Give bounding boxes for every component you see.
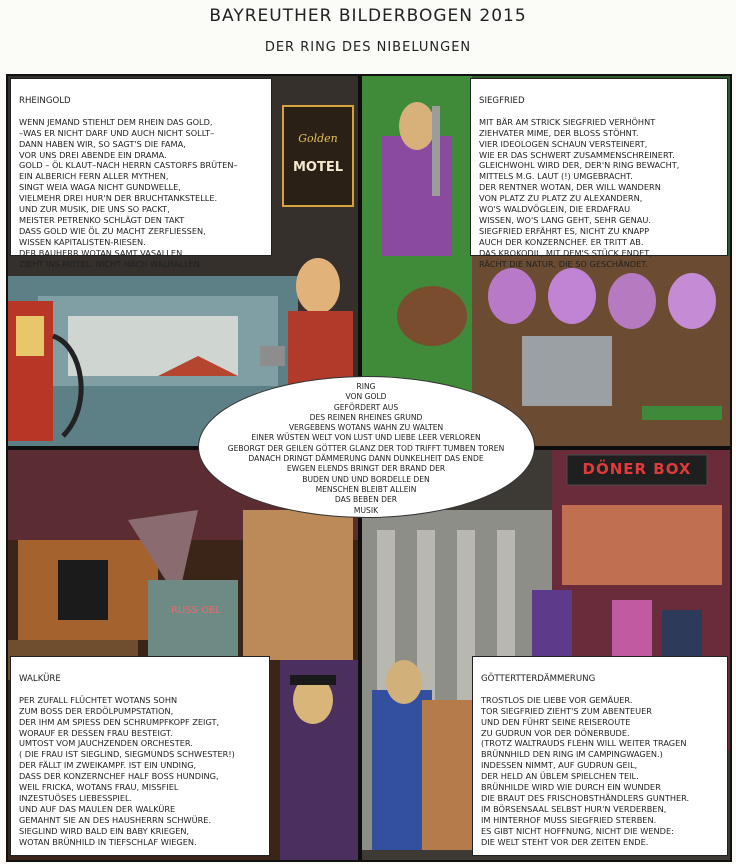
ring-line: EINER WÜSTEN WELT VON LUST UND LIEBE LEER VERLOREN xyxy=(251,433,481,443)
goetterdaemmerung-poem: TROSTLOS DIE LIEBE VOR GEMÄUER. TOR SIEGFRIED ZIEHT'S ZUM ABENTEUER UND DEN FÜHRT SEINE REISEROUTE ZU GUDRUN VOR DER DÖNERBUDE. (TROTZ WALTRAUDS FLEHN WILL WEITER TRAGEN BRÜNNHILD DEN RING IM CAMPINGWAGEN.) INDESSEN NIMMT, AUF GUDRUN GEIL, DER HELD AN ÜBLEM SPIELCHEN TEIL. BRÜNHILDE WIRD WIE DURCH EIN WUNDER DIE BRAUT DES FRISCHOBSTHÄNDLERS GUNTHER. IM BÖRSENSAAL SELBST HUR'N VERDERBEN, IM HINTERHOF MUSS SIEGFRIED STERBEN. ES GIBT NICHT HOFFNUNG, NICHT DIE WENDE: DIE WELT STEHT VOR DER ZEITEN ENDE. xyxy=(481,694,690,847)
ring-line: MUSIK xyxy=(353,505,379,515)
ring-line: VON GOLD xyxy=(345,392,387,402)
ring-line: GEBORGT DER GEILEN GÖTTER GLANZ DER TOD TRIFFT TUMBEN TOREN xyxy=(227,443,505,453)
oil-station-graffiti: RUSS OEL xyxy=(171,605,221,616)
ring-line: RING xyxy=(356,382,376,391)
walkuere-heading: WALKÜRE xyxy=(19,673,61,684)
motel-sign-label: MOTEL xyxy=(292,160,344,175)
ring-line: DANACH DRINGT DÄMMERUNG DANN DUNKELHEIT DAS ENDE xyxy=(248,454,484,464)
ring-line: BUDEN UND UND BORDELLE DEN xyxy=(302,474,430,484)
goetterdaemmerung-heading: GÖTTERTTERDÄMMERUNG xyxy=(481,673,596,684)
rheingold-poem: WENN JEMAND STIEHLT DEM RHEIN DAS GOLD, –WAS ER NICHT DARF UND AUCH NICHT SOLLT– DANN HABEN WIR, SO SAGT'S DIE FAMA, VOR UNS DREI ABENDE EIN DRAMA. GOLD – ÖL KLAUT–NACH HERRN CASTORFS BRÜTEN– EIN ALBERICH FERN ALLER MYTHEN, SINGT WEIA WAGA NICHT GUNDWELLE, VIELMEHR DREI HUR'N DER BRUCHTANKSTELLE. UND ZUR MUSIK, DIE UNS SO PACKT, MEISTER PETRENKO SCHLÄGT DEN TAKT DASS GOLD WIE ÖL ZU MACHT ZERFLIESSEN, WISSEN KAPITALISTEN-RIESEN. DER BAUHERR WOTAN SAMT VASALLEN ZIEHT INS MOTEL. NICHT NACH WALHALLEN. xyxy=(19,116,238,269)
siegfried-text-box xyxy=(470,78,728,269)
siegfried-poem: MIT BÄR AM STRICK SIEGFRIED VERHÖHNT ZIEHVATER MIME, DER BLOSS STÖHNT. VIER IDEOLOGEN SCHAUN VERSTEINERT, WIE ER DAS SCHWERT ZUSAMMENSCHREINERT. GLEICHWOHL WIRD DER, DER'N RING BEWACHT, MITTELS M.G. LAUT (!) UMGEBRACHT. DER RENTNER WOTAN, DER WILL WANDERN VON PLATZ ZU PLATZ ZU ALEXANDERN, WO'S WALDVÖGLEIN, DIE ERDAFRAU WISSEN, WO'S LANG GEHT, SEHR GENAU. SIEGFRIED ERFÄHRT ES, NICHT ZU KNAPP AUCH DER KONZERNCHEF. ER TRITT AB. DAS KROKODIL, MIT DEM'S STÜCK ENDET, RÄCHT DIE NATUR, DIE SO GESCHÄNDET. xyxy=(479,116,680,269)
comic-frame xyxy=(6,74,732,862)
ring-poem xyxy=(208,382,524,516)
motel-sign-script: Golden xyxy=(298,132,338,145)
walkuere-poem: PER ZUFALL FLÜCHTET WOTANS SOHN ZUM BOSS DER ERDÖLPUMPSTATION, DER IHM AM SPIESS DEN SCHRUMPFKOPF ZEIGT, WORAUF ER DESSEN FRAU BESTEIGT. UMTOST VOM JAUCHZENDEN ORCHESTER. ( DIE FRAU IST SIEGLIND, SIEGMUNDS SCHWESTER!) DER FÄLLT IM ZWEIKAMPF. IST EIN UNDING, DASS DER KONZERNCHEF HALF BOSS HUNDING, WEIL FRICKA, WOTANS FRAU, MISSFIEL INZESTUÖSES LIEBESSPIEL. UND AUF DAS MAULEN DER WALKÜRE GEMAHNT SIE AN DES HAUSHERRN SCHWÜRE. SIEGLIND WIRD BALD EIN BABY KRIEGEN, WOTAN BRÜNHILD IN TIEFSCHLAF WIEGEN. xyxy=(19,694,235,847)
ring-line: VERGEBENS WOTANS WAHN ZU WALTEN xyxy=(288,423,444,433)
rheingold-text-box xyxy=(10,78,272,269)
ring-line: EWGEN ELENDS BRINGT DER BRAND DER xyxy=(286,464,446,474)
ring-line: DAS BEBEN DER xyxy=(334,495,398,505)
page-subtitle: DER RING DES NIBELUNGEN xyxy=(264,40,472,55)
ring-line: MENSCHEN BLEIBT ALLEIN xyxy=(315,484,417,494)
rheingold-heading: RHEINGOLD xyxy=(19,95,71,106)
ring-line: DES REINEN RHEINES GRUND xyxy=(309,412,423,422)
walkuere-text-box xyxy=(10,656,270,856)
doener-box-sign: DÖNER BOX xyxy=(582,460,692,478)
page-title: BAYREUTHER BILDERBOGEN 2015 xyxy=(209,6,527,26)
ring-line: GEFÖRDERT AUS xyxy=(333,402,399,412)
siegfried-heading: SIEGFRIED xyxy=(479,95,525,106)
goetterdaemmerung-text-box xyxy=(472,656,728,856)
